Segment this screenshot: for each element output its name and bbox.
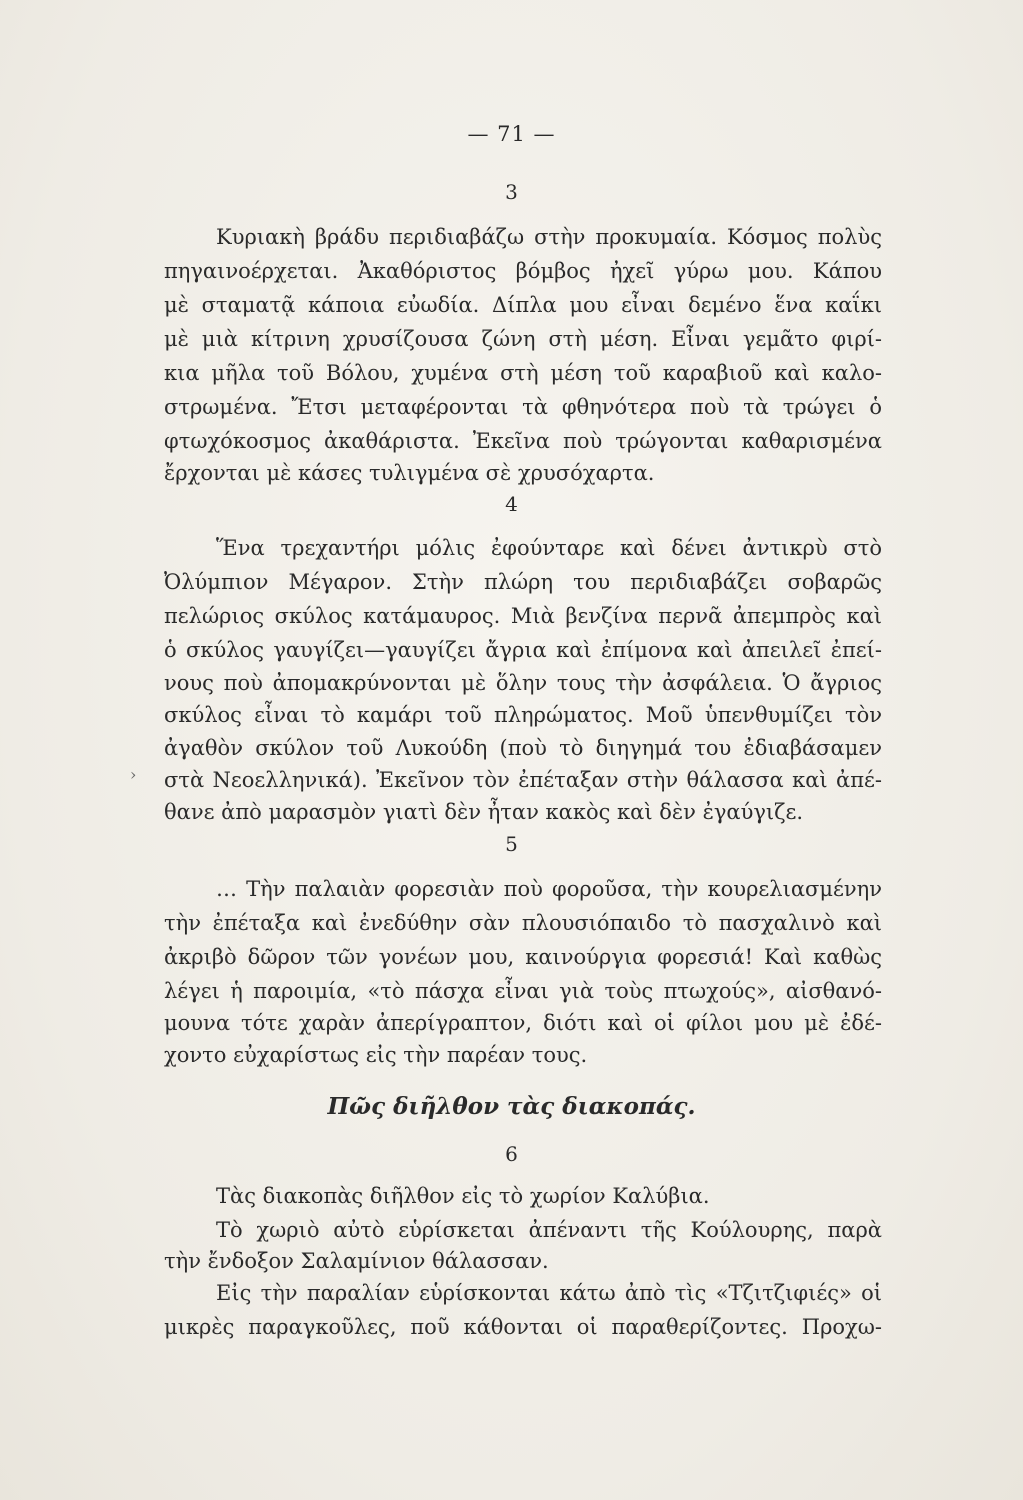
- paragraph-line: λέγει ἡ παροιμία, «τὸ πάσχα εἶναι γιὰ τοὺς πτωχούς», αἰσθανό-: [164, 979, 882, 1003]
- paragraph-line: μικρὲς παραγκοῦλες, ποῦ κάθονται οἱ παραθερίζοντες. Προχω-: [164, 1315, 882, 1339]
- paragraph-line: στὰ Νεοελληνικά). Ἐκεῖνον τὸν ἐπέταξαν στὴν θάλασσα καὶ ἀπέ-: [164, 768, 882, 792]
- paragraph-line: στρωμένα. Ἔτσι μεταφέρονται τὰ φθηνότερα ποὺ τὰ τρώγει ὁ: [164, 395, 882, 419]
- paragraph-line: νους ποὺ ἀπομακρύνονται μὲ ὅλην τους τὴν ἀσφάλεια. Ὁ ἄγριος: [164, 671, 882, 695]
- section-number-3: 3: [505, 180, 518, 204]
- paragraph-line: Ὀλύμπιον Μέγαρον. Στὴν πλώρη του περιδιαβάζει σοβαρῶς: [164, 570, 882, 594]
- paragraph-line: μὲ σταματᾷ κάποια εὐωδία. Δίπλα μου εἶναι δεμένο ἕνα καΐκι: [164, 293, 882, 317]
- paragraph-line: Κυριακὴ βράδυ περιδιαβάζω στὴν προκυμαία. Κόσμος πολὺς: [216, 225, 882, 249]
- paragraph-line: ἀκριβὸ δῶρον τῶν γονέων μου, καινούργια φορεσιά! Καὶ καθὼς: [164, 945, 882, 969]
- paragraph-line: θανε ἀπὸ μαρασμὸν γιατὶ δὲν ἦταν κακὸς καὶ δὲν ἐγαύγιζε.: [164, 800, 804, 824]
- paragraph-line: χοντο εὐχαρίστως εἰς τὴν παρέαν τους.: [164, 1043, 588, 1067]
- section-number-6: 6: [505, 1142, 518, 1166]
- section-number-5: 5: [505, 832, 518, 856]
- paragraph-line: Εἰς τὴν παραλίαν εὑρίσκονται κάτω ἀπὸ τὶς «Τζιτζιφιές» οἱ: [216, 1281, 882, 1305]
- paragraph-line: κια μῆλα τοῦ Βόλου, χυμένα στὴ μέση τοῦ καραβιοῦ καὶ καλο-: [164, 361, 882, 385]
- paragraph-line: ἔρχονται μὲ κάσες τυλιγμένα σὲ χρυσόχαρτα.: [164, 461, 655, 485]
- paragraph-line: πηγαινοέρχεται. Ἀκαθόριστος βόμβος ἠχεῖ γύρω μου. Κάπου: [164, 259, 882, 283]
- paragraph-line: φτωχόκοσμος ἀκαθάριστα. Ἐκεῖνα ποὺ τρώγονται καθαρισμένα: [164, 429, 882, 453]
- paragraph-line: Τὰς διακοπὰς διῆλθον εἰς τὸ χωρίον Καλύβια.: [216, 1184, 710, 1208]
- paragraph-line: Ἕνα τρεχαντήρι μόλις ἐφούνταρε καὶ δένει ἀντικρὺ στὸ: [216, 536, 882, 560]
- paragraph-line: … Τὴν παλαιὰν φορεσιὰν ποὺ φοροῦσα, τὴν κουρελιασμένην: [216, 877, 882, 901]
- paragraph-line: τὴν ἐπέταξα καὶ ἐνεδύθην σὰν πλουσιόπαιδο τὸ πασχαλινὸ καὶ: [164, 911, 882, 935]
- paragraph-line: τὴν ἔνδοξον Σαλαμίνιον θάλασσαν.: [164, 1249, 549, 1273]
- section-number-4: 4: [505, 492, 518, 516]
- paragraph-line: μουνα τότε χαρὰν ἀπερίγραπτον, διότι καὶ οἱ φίλοι μου μὲ ἐδέ-: [164, 1011, 882, 1035]
- paragraph-line: Τὸ χωριὸ αὐτὸ εὑρίσκεται ἀπέναντι τῆς Κούλουρης, παρὰ: [216, 1218, 882, 1242]
- paragraph-line: πελώριος σκύλος κατάμαυρος. Μιὰ βενζίνα περνᾶ ἀπεμπρὸς καὶ: [164, 604, 882, 628]
- page-number: — 71 —: [467, 122, 556, 146]
- chapter-heading: Πῶς διῆλθον τὰς διακοπάς.: [327, 1093, 696, 1120]
- paragraph-line: μὲ μιὰ κίτρινη χρυσίζουσα ζώνη στὴ μέση. Εἶναι γεμᾶτο φιρί-: [164, 327, 882, 351]
- paragraph-line: ἀγαθὸν σκύλον τοῦ Λυκούδη (ποὺ τὸ διηγημά του ἐδιαβάσαμεν: [164, 736, 882, 760]
- paragraph-line: σκύλος εἶναι τὸ καμάρι τοῦ πληρώματος. Μοῦ ὑπενθυμίζει τὸν: [164, 703, 882, 727]
- paragraph-line: ὁ σκύλος γαυγίζει—γαυγίζει ἄγρια καὶ ἐπίμονα καὶ ἀπειλεῖ ἐπεί-: [164, 638, 882, 662]
- margin-mark: ›: [130, 765, 137, 784]
